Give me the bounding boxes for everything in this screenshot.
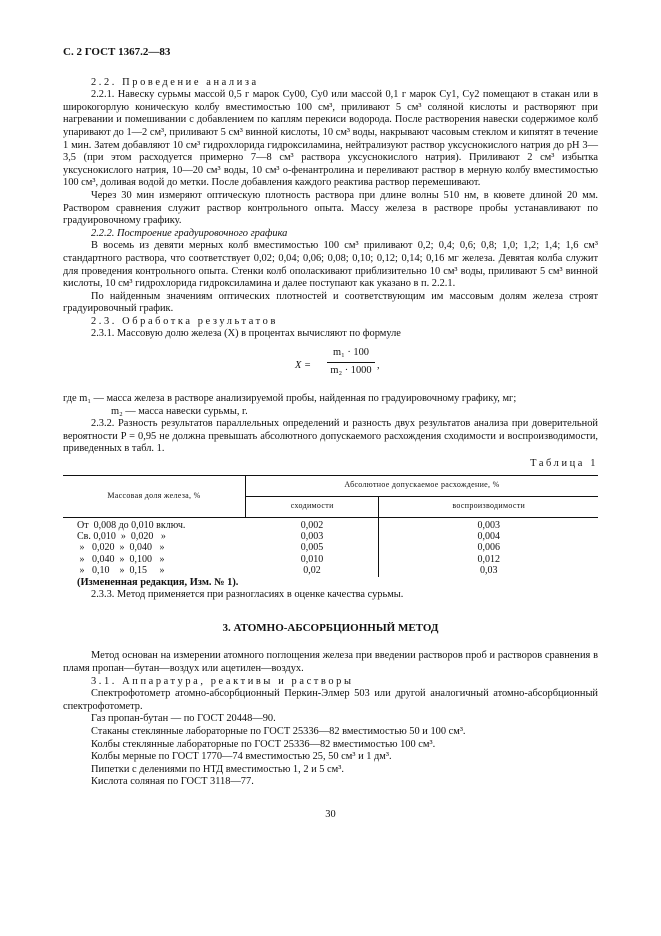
equipment-item: Колбы стеклянные лабораторные по ГОСТ 25336—82 вместимостью 100 см³.: [91, 738, 436, 750]
cell-range: От 0,008 до 0,010 включ.: [77, 519, 186, 531]
equipment-item: Колбы мерные по ГОСТ 1770—74 вместимостью 25, 50 см³ и 1 дм³.: [91, 751, 392, 763]
cell-convergence: 0,005: [246, 542, 379, 553]
cell-reproducibility: 0,003: [477, 519, 500, 531]
cell-reproducibility: 0,006: [477, 542, 500, 554]
paragraph-2-3-1: 2.3.1. Массовую долю железа (X) в процентах вычисляют по формуле: [91, 328, 401, 340]
page-number: 30: [325, 808, 336, 820]
table-row: [63, 531, 598, 542]
formula-where-m1: где m₁ — масса железа в растворе анализируемой пробы, найденная по градуировочному графику, мг;: [63, 393, 517, 405]
cell-reproducibility: 0,012: [477, 553, 500, 565]
cell-reproducibility: 0,004: [477, 531, 500, 543]
tolerance-table: [63, 475, 598, 577]
section-3-1-title: 3.1. Аппаратура, реактивы и растворы: [91, 675, 354, 687]
formula-lhs: X =: [295, 360, 311, 372]
equipment-item: Пипетки с делениями по НТД вместимостью 1, 2 и 5 см³.: [91, 763, 344, 775]
section-2-2-2-title: 2.2.2. Построение градуировочного графика: [91, 227, 288, 239]
cell-reproducibility: 0,03: [479, 565, 498, 577]
paragraph-2-2-1: 2.2.1. Навеску сурьмы массой 0,5 г марок Су00, Су0 или массой 0,1 г марок Су1, Су2 помещают в стакан или в широкогорлую коническую колбу вместимостью 100 см³, приливают 5 см³ соляной кислоты и растворяют при нагревании и помешивании с добавлением по каплям перекиси водорода. После растворения навески содержимое колб упаривают до 1—2 см³, приливают 5 см³ винной кислоты, 10 см³ воды, накрывают часовым стеклом и кипятят в течение 1 мин. Затем добавляют 10 см³ гидрохлорида гидроксиламина, нейтрализуют раствор уксуснокислого натрия до pH 3—3,5 (при этом расходуется примерно 7—8 см³ раствора уксуснокислого натрия). Приливают 2 см³ избытка уксуснокислого натрия, 10—20 см³ воды, 10 см³ о-фенантролина и переливают раствор в мерную колбу вместимостью 100 см³, доливая водой до метки. После добавления каждого реактива раствор перемешивают.: [63, 89, 598, 189]
cell-range: » 0,020 » 0,040 »: [77, 542, 165, 554]
equipment-item: Газ пропан-бутан — по ГОСТ 20448—90.: [91, 713, 276, 725]
table-header-iron-fraction: Массовая доля железа, %: [63, 475, 246, 517]
table-row: [63, 554, 598, 565]
table-header-tolerance-group: Абсолютное допускаемое расхождение, %: [246, 475, 599, 496]
table-row: [63, 542, 598, 553]
equipment-item: Кислота соляная по ГОСТ 3118—77.: [91, 776, 254, 788]
table-header-convergence: сходимости: [246, 496, 379, 517]
equipment-item: Стаканы стеклянные лабораторные по ГОСТ 25336—82 вместимостью 50 и 100 см³.: [91, 726, 466, 737]
paragraph-3-method: Метод основан на измерении атомного поглощения железа при введении растворов проб и растворов сравнения в пламя пропан—бутан—воздух или ацетилен—воздух.: [63, 650, 598, 675]
formula-numerator: m₁ · 100: [333, 347, 369, 359]
page-header: С. 2 ГОСТ 1367.2—83: [63, 46, 171, 58]
cell-range: » 0,10 » 0,15 »: [77, 565, 165, 577]
cell-range: Св. 0,010 » 0,020 »: [77, 531, 166, 543]
table-row: [63, 517, 598, 531]
paragraph-2-2-1-measurement: Через 30 мин измеряют оптическую плотность раствора при длине волны 510 нм, в кювете длиной 20 мм. Раствором сравнения служит раствор контрольного опыта. Массу железа в растворе пробы устанавливают по градуировочному графику.: [63, 189, 598, 227]
cell-convergence: 0,010: [246, 554, 379, 565]
table-caption: Таблица 1: [530, 458, 598, 470]
paragraph-2-2-2-graph: По найденным значениям оптических плотностей и соответствующим им массовым долям железа строят градуировочный график.: [63, 290, 598, 315]
formula-denominator: m₂ · 1000: [330, 365, 372, 377]
paragraph-2-2-2: В восемь из девяти мерных колб вместимостью 100 см³ приливают 0,2; 0,4; 0,6; 0,8; 1,0; 1,2; 1,4; 1,6 см³ стандартного раствора, что соответствует 0,02; 0,04; 0,06; 0,08; 0,10; 0,12; 0,14; 0,16 мг железа. Девятая колба служит для проведения контрольного опыта. Стенки колб ополаскивают приблизительно 10 см³ воды, приливают 5 см³ винной кислоты, 10 см³ гидрохлорида гидроксиламина и далее поступают как указано в п. 2.2.1.: [63, 240, 598, 290]
table-header-reproducibility: воспроизводимости: [379, 496, 598, 517]
paragraph-2-3-2: 2.3.2. Разность результатов параллельных определений и разность двух результатов анализа при доверительной вероятности P = 0,95 не должна превышать абсолютного допускаемого расхождения сходимости и воспроизводимости, приведенных в табл. 1.: [63, 418, 598, 455]
section-2-3-title: 2.3. Обработка результатов: [91, 315, 278, 327]
formula-where-m2: m₂ — масса навески сурьмы, г.: [111, 405, 248, 417]
section-2-2-title: 2.2. Проведение анализа: [91, 76, 259, 88]
edition-note: (Измененная редакция, Изм. № 1).: [77, 576, 239, 588]
equipment-item: Спектрофотометр атомно-абсорбционный Перкин-Элмер 503 или другой аналогичный атомно-абсорбционный спектрофотометр.: [63, 688, 598, 712]
paragraph-2-3-3: 2.3.3. Метод применяется при разногласиях в оценке качества сурьмы.: [91, 589, 404, 601]
cell-convergence: 0,003: [246, 531, 379, 542]
fraction-bar: [327, 362, 375, 363]
formula-comma: ,: [377, 360, 380, 372]
table-row: [63, 565, 598, 576]
cell-range: » 0,040 » 0,100 »: [77, 553, 165, 565]
iron-mass-fraction-formula: [63, 345, 598, 387]
cell-convergence: 0,002: [246, 517, 379, 531]
section-3-title: 3. АТОМНО-АБСОРБЦИОННЫЙ МЕТОД: [222, 621, 439, 634]
cell-convergence: 0,02: [246, 565, 379, 576]
document-page: [63, 46, 598, 822]
